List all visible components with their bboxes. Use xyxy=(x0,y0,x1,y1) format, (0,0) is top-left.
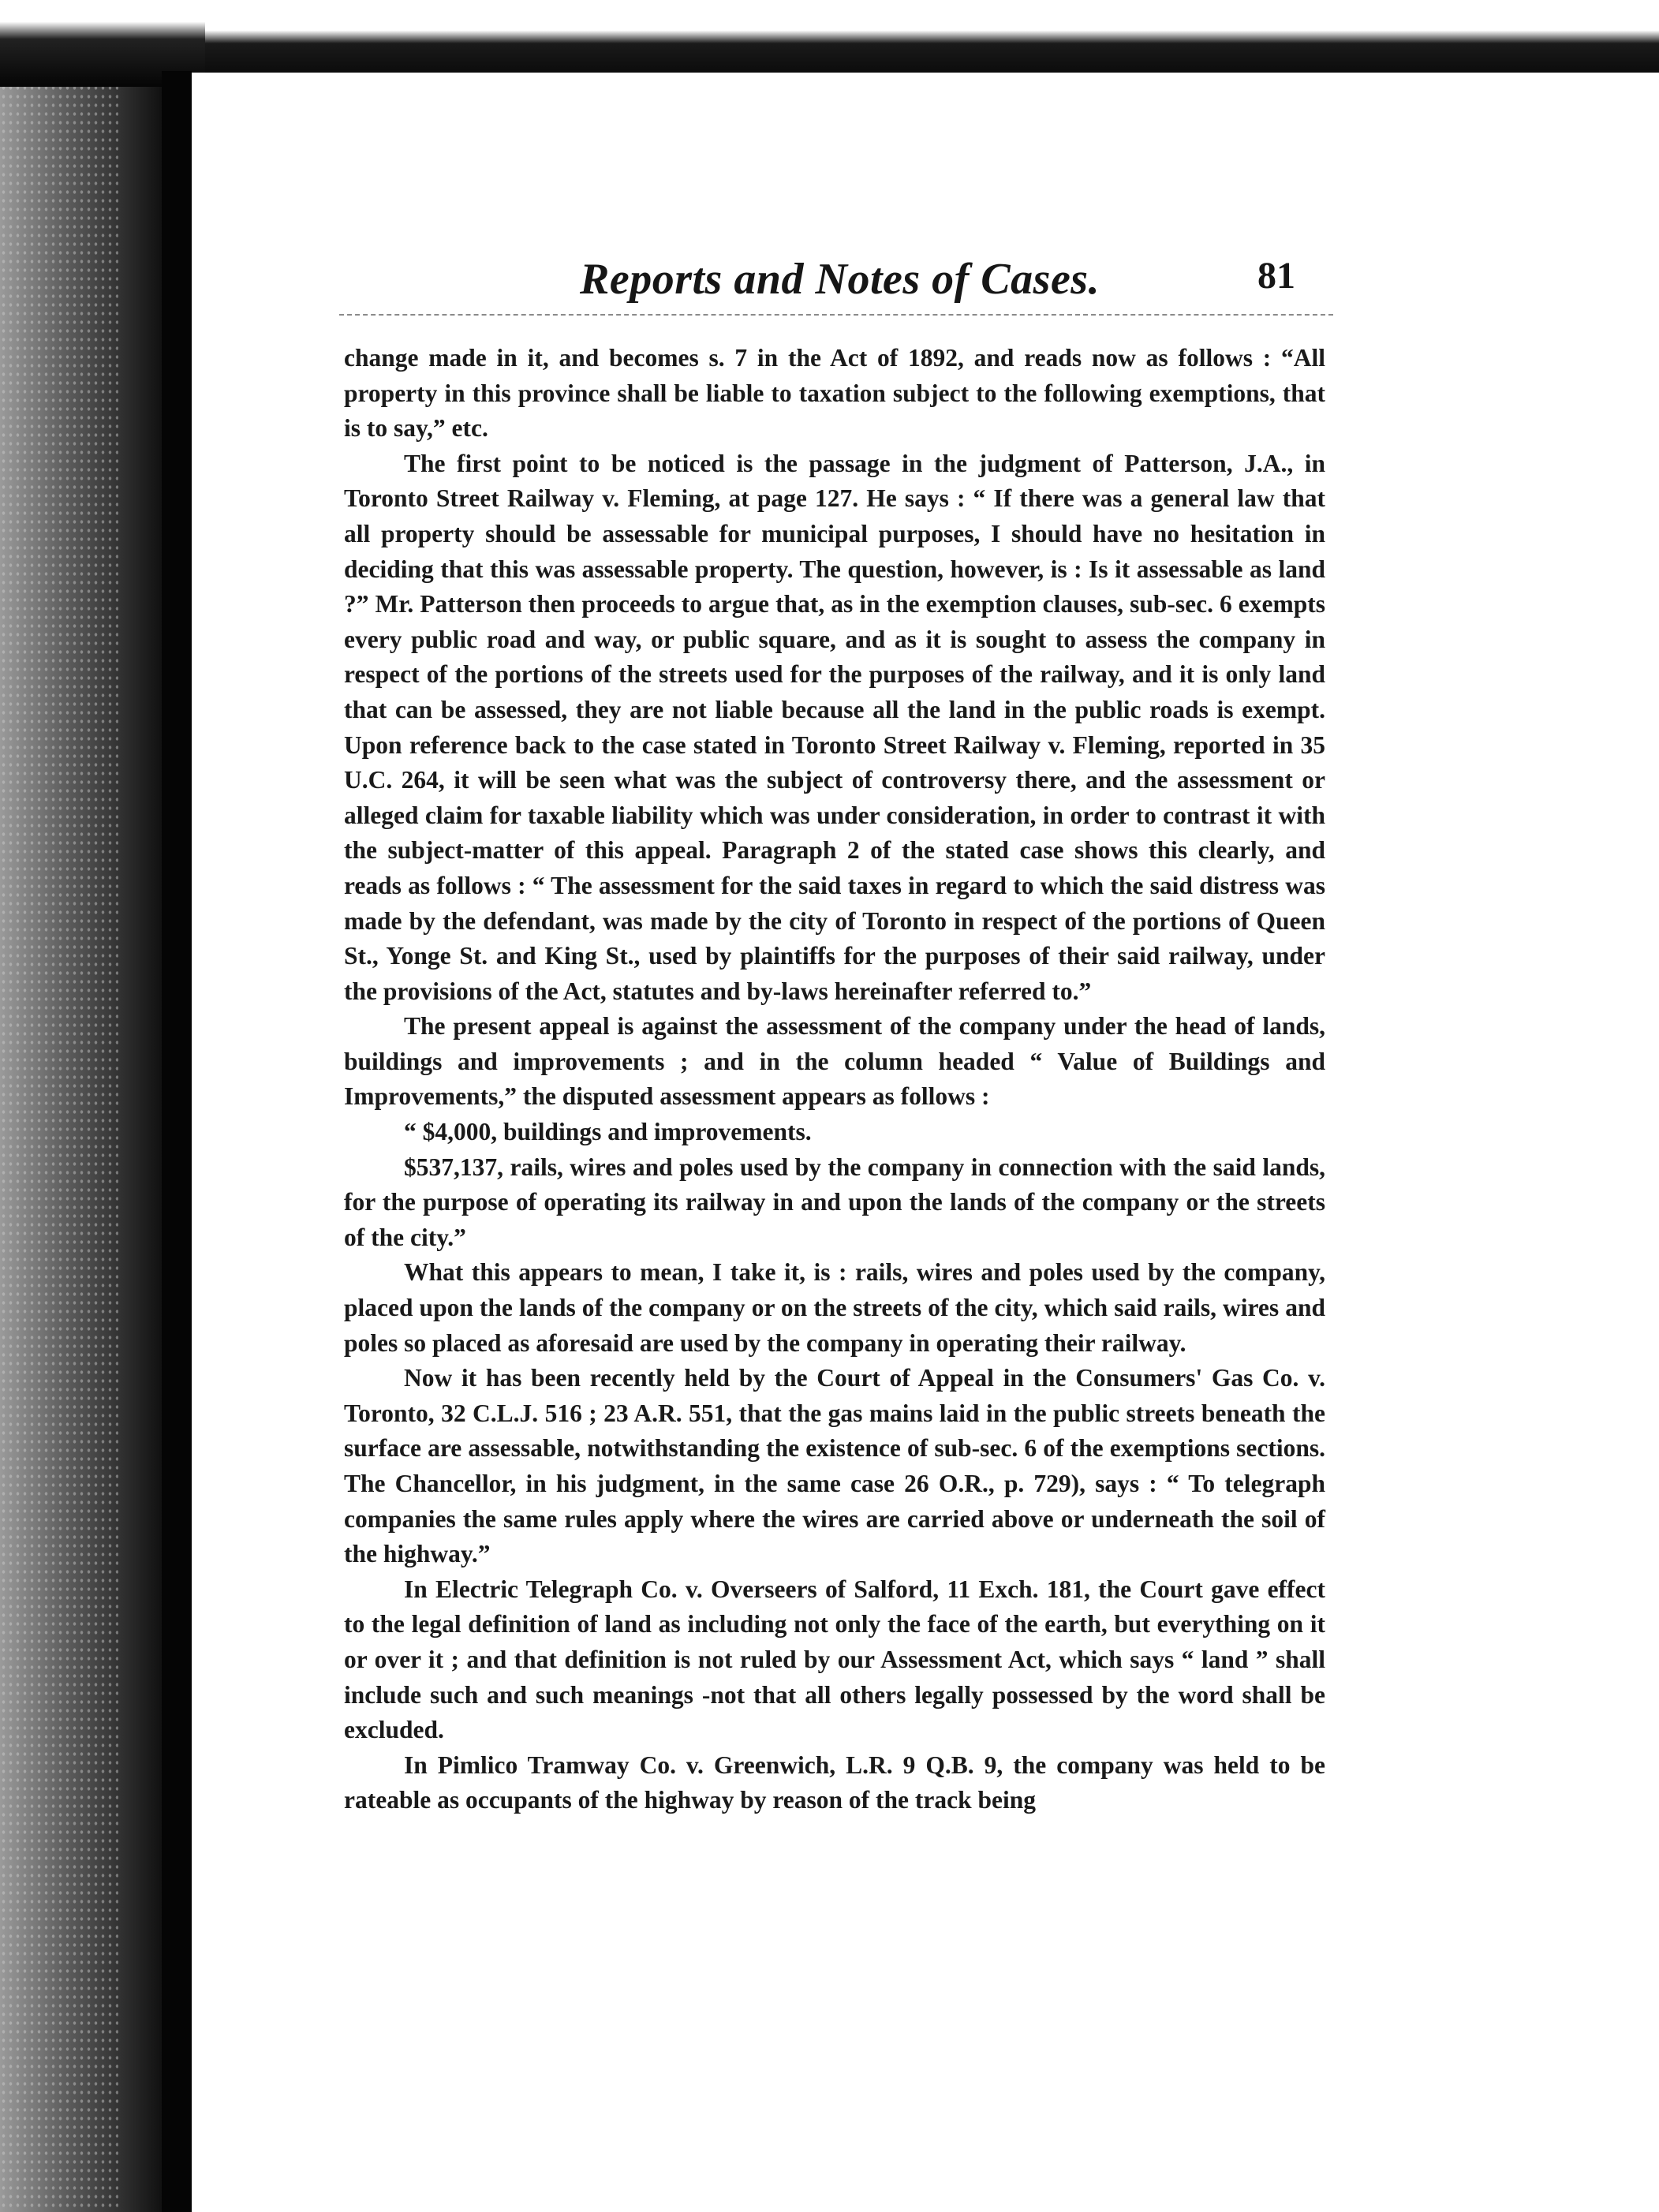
book-binding-edge xyxy=(162,71,192,2212)
paragraph: change made in it, and becomes s. 7 in the Act of 1892, and reads now as follows : “All property in this province shall be liable to taxation subject to the following exemptions, that is to say,” etc. xyxy=(344,344,1325,443)
body-text xyxy=(344,341,1325,1818)
header-rule xyxy=(339,314,1333,316)
running-head: Reports and Notes of Cases. xyxy=(580,255,1100,304)
paragraph: In Electric Telegraph Co. v. Overseers of Salford, 11 Exch. 181, the Court gave effect to the legal definition of land as including not only the face of the earth, but everything on it or over it ; and that definition is not ruled by our Assessment Act, which says “ land ” shall include such and such meanings -not that all others legally possessed by the word shall be excluded. xyxy=(344,1575,1325,1744)
quoted-assessment-line: $537,137, rails, wires and poles used by the company in connection with the said lands, for the purpose of operating its railway in and upon the lands of the company or the streets of the city.” xyxy=(344,1153,1325,1251)
scan-left-texture xyxy=(0,32,118,2212)
page-number: 81 xyxy=(1257,255,1295,297)
paragraph: The first point to be noticed is the passage in the judgment of Patterson, J.A., in Toronto Street Railway v. Fleming, at page 127. He says : “ If there was a general law that all property should be assessable for municipal purposes, I should have no hesitation in deciding that this was assessable property. The question, however, is : Is it assessable as land ?” Mr. Patterson then proceeds to argue that, as in the exemption clauses, sub-sec. 6 exempts every public road and way, or public square, and as it is sought to assess the company in respect of the portions of the streets used for the purposes of the railway, and it is only land that can be assessed, they are not liable because all the land in the public roads is exempt. Upon reference back to the case stated in Toronto Street Railway v. Fleming, reported in 35 U.C. 264, it will be seen what was the subject of controversy there, and the assessment or alleged claim for taxable liability which was under consideration, in order to contrast it with the subject-matter of this appeal. Paragraph 2 of the stated case shows this clearly, and reads as follows : “ The assessment for the said taxes in regard to which the said distress was made by the defendant, was made by the city of Toronto in respect of the portions of Queen St., Yonge St. and King St., used by plaintiffs for the purposes of their said railway, under the provisions of the Act, statutes and by-laws hereinafter referred to.” xyxy=(344,449,1325,1005)
paragraph: Now it has been recently held by the Court of Appeal in the Consumers' Gas Co. v. Toronto, 32 C.L.J. 516 ; 23 A.R. 551, that the gas mains laid in the public streets beneath the surface are assessable, notwithstanding the existence of sub-sec. 6 of the exemptions sections. The Chancellor, in his judgment, in the same case 26 O.R., p. 729), says : “ To telegraph companies the same rules apply where the wires are carried above or underneath the soil of the highway.” xyxy=(344,1364,1325,1568)
paragraph: The present appeal is against the assessment of the company under the head of lands, buildings and improvements ; and in the column headed “ Value of Buildings and Improvements,” the disputed assessment appears as follows : xyxy=(344,1012,1325,1111)
paragraph: In Pimlico Tramway Co. v. Greenwich, L.R. 9 Q.B. 9, the company was held to be rateable as occupants of the highway by reason of the track being xyxy=(344,1751,1325,1814)
paragraph: What this appears to mean, I take it, is : rails, wires and poles used by the company, placed upon the lands of the company or on the streets of the city, which said rails, wires and poles so placed as aforesaid are used by the company in operating their railway. xyxy=(344,1258,1325,1357)
quoted-assessment-line: “ $4,000, buildings and improvements. xyxy=(404,1118,812,1146)
